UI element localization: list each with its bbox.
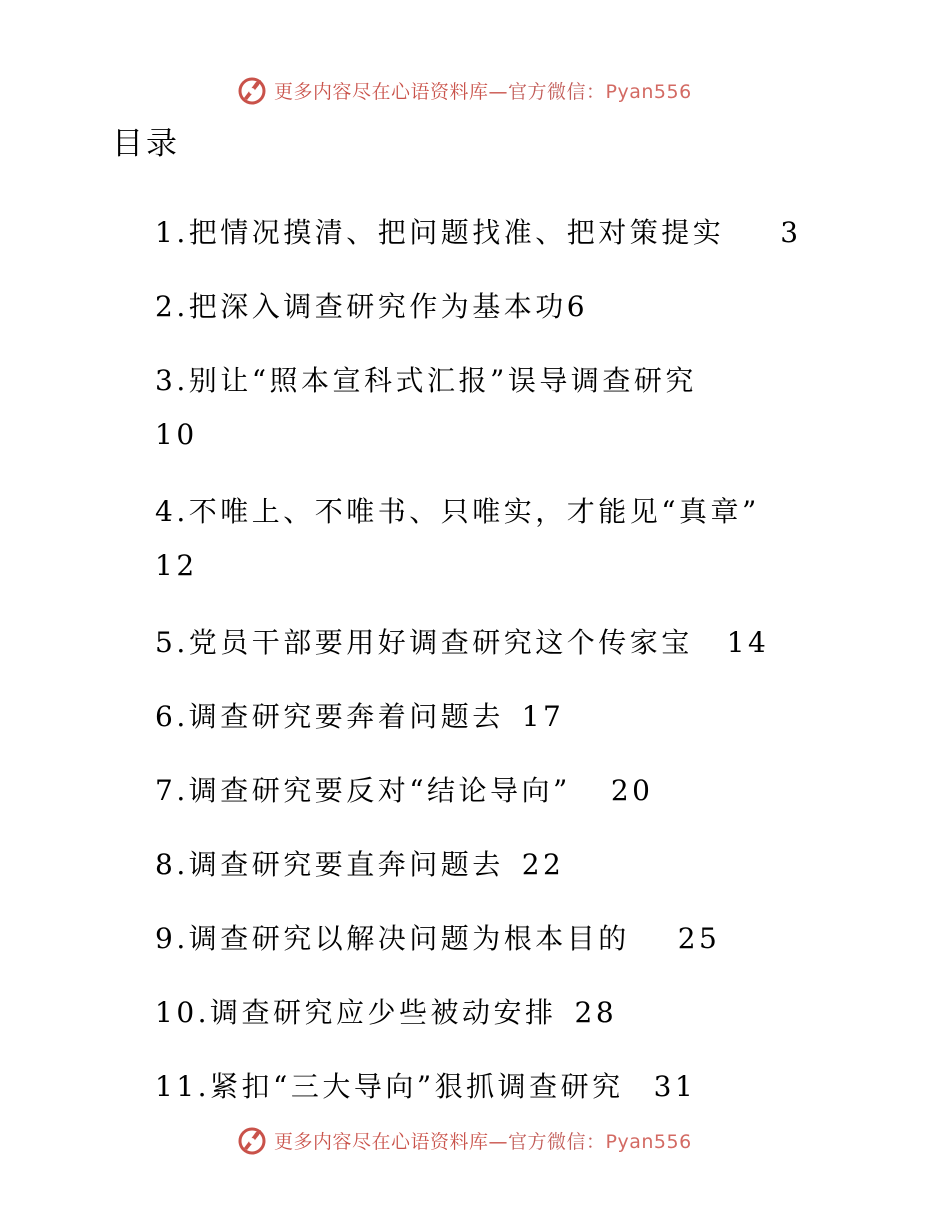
toc-entry-label: 6.调查研究要奔着问题去 17	[155, 700, 565, 733]
toc-entry-label: 9.调查研究以解决问题为根本目的 25	[155, 922, 721, 955]
footer-banner	[234, 1120, 692, 1160]
toc-entry-page: 10	[155, 418, 198, 451]
toc-entry-label: 10.调查研究应少些被动安排 28	[155, 996, 618, 1029]
toc-entry-page: 31	[653, 1070, 697, 1103]
toc-entry-page: 28	[574, 996, 618, 1029]
toc-entry-label: 11.紧扣“三大导向”狠抓调查研究 31	[155, 1070, 697, 1103]
toc-entry[interactable]	[155, 974, 855, 1048]
toc-entry[interactable]	[155, 900, 855, 974]
toc-entry[interactable]	[155, 342, 855, 473]
banner-text: 更多内容尽在心语资料库—官方微信：Pyan556	[274, 80, 692, 103]
toc-entry[interactable]	[155, 678, 855, 752]
toc-entry-label: 3.别让“照本宣科式汇报”误导调查研究	[155, 364, 697, 397]
toc-entry-page: 17	[521, 700, 565, 733]
toc-entry-label: 1.把情况摸清、把问题找准、把对策提实 3	[155, 216, 802, 249]
toc-entry-label: 4.不唯上、不唯书、只唯实，才能见“真章”	[155, 495, 760, 528]
toc-entry-page: 22	[521, 848, 565, 881]
toc-entry[interactable]	[155, 752, 855, 826]
toc-list	[155, 194, 855, 1122]
toc-entry-page: 12	[155, 549, 198, 582]
brush-pen-logo-icon	[234, 72, 270, 108]
toc-entry-page: 3	[780, 216, 802, 249]
toc-title: 目录	[112, 126, 180, 162]
toc-entry[interactable]	[155, 826, 855, 900]
toc-entry[interactable]	[155, 604, 855, 678]
toc-entry-page: 20	[610, 774, 654, 807]
toc-entry-label: 2.把深入调查研究作为基本功6	[155, 290, 589, 323]
toc-entry-page: 6	[566, 290, 589, 323]
toc-entry[interactable]	[155, 473, 855, 604]
toc-entry-label: 5.党员干部要用好调查研究这个传家宝 14	[155, 626, 770, 659]
toc-entry-label: 8.调查研究要直奔问题去 22	[155, 848, 565, 881]
toc-entry[interactable]	[155, 268, 855, 342]
brush-pen-logo-icon	[234, 1122, 270, 1158]
toc-entry[interactable]	[155, 1048, 855, 1122]
toc-entry[interactable]	[155, 194, 855, 268]
toc-entry-page: 14	[726, 626, 770, 659]
banner-text: 更多内容尽在心语资料库—官方微信：Pyan556	[274, 1130, 692, 1153]
toc-entry-page: 25	[677, 922, 721, 955]
toc-entry-label: 7.调查研究要反对“结论导向” 20	[155, 774, 654, 807]
header-banner	[234, 70, 692, 110]
